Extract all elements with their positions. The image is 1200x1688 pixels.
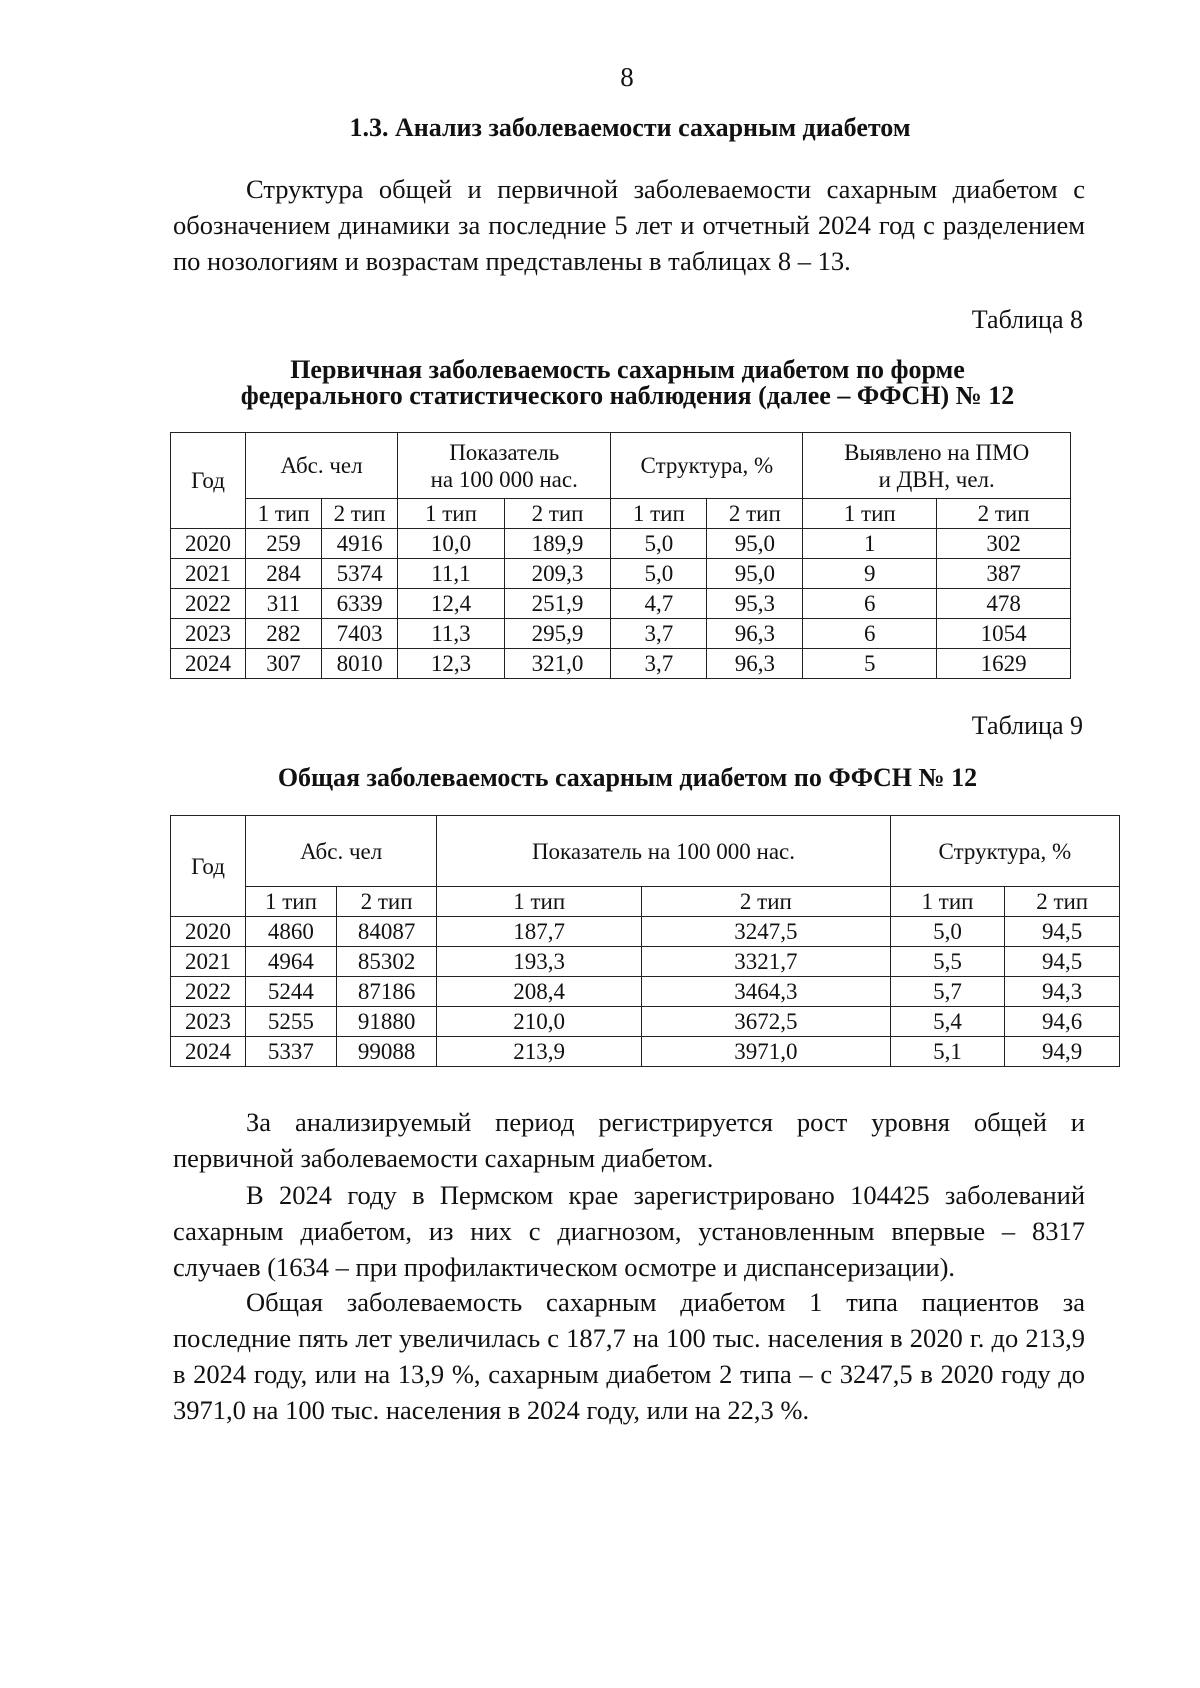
table-row: [171, 1007, 1120, 1037]
table-cell: 94,3: [1005, 977, 1120, 1007]
header-structure: Структура, %: [611, 433, 803, 499]
subheader-t1: 1 тип: [398, 499, 505, 529]
subheader-t1: 1 тип: [437, 887, 642, 917]
body-paragraph-1: [173, 1104, 1085, 1176]
table9-title: Общая заболеваемость сахарным диабетом по ФФСН № 12: [277, 763, 978, 792]
table-cell: 91880: [336, 1007, 436, 1037]
table-cell: 193,3: [437, 947, 642, 977]
table-cell: 1054: [937, 619, 1071, 649]
table-cell: 3,7: [611, 619, 707, 649]
table8-title: [160, 357, 1095, 409]
table-cell: 99088: [336, 1037, 436, 1067]
table-cell: 5: [803, 649, 937, 679]
table-cell: 7403: [322, 619, 398, 649]
subheader-t1: 1 тип: [611, 499, 707, 529]
table-cell: 6: [803, 619, 937, 649]
table-cell: 6339: [322, 589, 398, 619]
table-cell: 5,0: [611, 559, 707, 589]
table-subheader-row: [171, 499, 1071, 529]
header-rate-line2: на 100 000 нас.: [430, 466, 578, 492]
table-cell: 84087: [336, 917, 436, 947]
table-cell: 208,4: [437, 977, 642, 1007]
table-row: [171, 649, 1071, 679]
table-cell: 478: [937, 589, 1071, 619]
header-abs: Абс. чел: [246, 816, 437, 887]
table-header-row: [171, 816, 1120, 887]
table8-title-line1: Первичная заболеваемость сахарным диабетом по форме: [290, 355, 965, 384]
table-row: [171, 589, 1071, 619]
table-cell: 4860: [246, 917, 337, 947]
table9: [170, 815, 1120, 1067]
table-cell: 3971,0: [642, 1037, 891, 1067]
table-cell: 5,0: [611, 529, 707, 559]
table8-label: Таблица 8: [971, 305, 1083, 334]
table-cell: 210,0: [437, 1007, 642, 1037]
subheader-t2: 2 тип: [642, 887, 891, 917]
table8: [170, 432, 1071, 679]
table-subheader-row: [171, 887, 1120, 917]
header-rate: [398, 433, 611, 499]
subheader-t2: 2 тип: [707, 499, 803, 529]
row-year-cell: 2020: [171, 529, 246, 559]
table-cell: 5,1: [890, 1037, 1005, 1067]
table-row: [171, 619, 1071, 649]
subheader-t2: 2 тип: [336, 887, 436, 917]
subheader-t1: 1 тип: [803, 499, 937, 529]
table-cell: 4,7: [611, 589, 707, 619]
table-cell: 187,7: [437, 917, 642, 947]
table-cell: 307: [246, 649, 322, 679]
table-row: [171, 947, 1120, 977]
table-cell: 11,1: [398, 559, 505, 589]
table-cell: 4964: [246, 947, 337, 977]
header-pmo-line2: и ДВН, чел.: [878, 466, 995, 492]
table-cell: 3247,5: [642, 917, 891, 947]
table-cell: 321,0: [504, 649, 611, 679]
table-row: [171, 529, 1071, 559]
subheader-t1: 1 тип: [246, 499, 322, 529]
table-cell: 3,7: [611, 649, 707, 679]
row-year-cell: 2020: [171, 917, 246, 947]
table9-body: [171, 917, 1120, 1067]
header-rate-line1: Показатель: [449, 439, 560, 465]
table-cell: 87186: [336, 977, 436, 1007]
intro-paragraph: [173, 171, 1085, 279]
table-cell: 94,5: [1005, 917, 1120, 947]
body-paragraph-3: [173, 1284, 1085, 1428]
page-number: 8: [620, 62, 634, 92]
table-cell: 6: [803, 589, 937, 619]
table8-body: [171, 529, 1071, 679]
table-cell: 3321,7: [642, 947, 891, 977]
table-cell: 94,9: [1005, 1037, 1120, 1067]
row-year-cell: 2022: [171, 977, 246, 1007]
table-cell: 95,3: [707, 589, 803, 619]
table-cell: 5,7: [890, 977, 1005, 1007]
subheader-t1: 1 тип: [890, 887, 1005, 917]
table-cell: 94,6: [1005, 1007, 1120, 1037]
subheader-t2: 2 тип: [322, 499, 398, 529]
table-cell: 302: [937, 529, 1071, 559]
table-cell: 251,9: [504, 589, 611, 619]
table-cell: 5,4: [890, 1007, 1005, 1037]
section-heading: 1.3. Анализ заболеваемости сахарным диабетом: [349, 113, 911, 142]
table9-label: Таблица 9: [971, 711, 1083, 740]
row-year-cell: 2024: [171, 1037, 246, 1067]
table-cell: 3672,5: [642, 1007, 891, 1037]
table-cell: 189,9: [504, 529, 611, 559]
table-cell: 96,3: [707, 649, 803, 679]
table-cell: 95,0: [707, 529, 803, 559]
table-cell: 3464,3: [642, 977, 891, 1007]
table-cell: 259: [246, 529, 322, 559]
table-header-row: [171, 433, 1071, 499]
row-year-cell: 2023: [171, 619, 246, 649]
body-paragraph-3-text: Общая заболеваемость сахарным диабетом 1 типа пациентов за последние пять лет увеличилась с 187,7 на 100 тыс. населения в 2020 г. до 213,9 в 2024 году, или на 13,9 %, сахарным диабетом 2 типа – с 3247,5 в 2020 году до 3971,0 на 100 тыс. населения в 2024 году, или на 22,3 %.: [173, 1287, 1085, 1425]
table-cell: 12,4: [398, 589, 505, 619]
intro-paragraph-text: Структура общей и первичной заболеваемости сахарным диабетом с обозначением динамики за последние 5 лет и отчетный 2024 год с разделением по нозологиям и возрастам представлены в таблицах 8 – 13.: [173, 174, 1085, 276]
table-row: [171, 1037, 1120, 1067]
table-cell: 85302: [336, 947, 436, 977]
table-cell: 5,5: [890, 947, 1005, 977]
table-row: [171, 559, 1071, 589]
header-structure: Структура, %: [890, 816, 1119, 887]
body-paragraph-2: [173, 1177, 1085, 1285]
table-cell: 4916: [322, 529, 398, 559]
header-pmo: [803, 433, 1071, 499]
table-row: [171, 977, 1120, 1007]
table-cell: 11,3: [398, 619, 505, 649]
table-cell: 5255: [246, 1007, 337, 1037]
body-paragraph-1-text: За анализируемый период регистрируется рост уровня общей и первичной заболеваемости сахарным диабетом.: [173, 1107, 1085, 1173]
table-cell: 387: [937, 559, 1071, 589]
header-abs: Абс. чел: [246, 433, 398, 499]
body-paragraph-2-text: В 2024 году в Пермском крае зарегистрировано 104425 заболеваний сахарным диабетом, из них с диагнозом, установленным впервые – 8317 случаев (1634 – при профилактическом осмотре и диспансеризации).: [173, 1180, 1085, 1282]
header-rate: Показатель на 100 000 нас.: [437, 816, 890, 887]
table-cell: 5337: [246, 1037, 337, 1067]
table-cell: 95,0: [707, 559, 803, 589]
table-cell: 12,3: [398, 649, 505, 679]
table-cell: 9: [803, 559, 937, 589]
table-cell: 94,5: [1005, 947, 1120, 977]
header-year: Год: [171, 816, 246, 917]
row-year-cell: 2021: [171, 947, 246, 977]
table-cell: 5,0: [890, 917, 1005, 947]
row-year-cell: 2023: [171, 1007, 246, 1037]
header-pmo-line1: Выявлено на ПМО: [844, 439, 1030, 465]
table-cell: 96,3: [707, 619, 803, 649]
table-cell: 10,0: [398, 529, 505, 559]
table-cell: 284: [246, 559, 322, 589]
row-year-cell: 2022: [171, 589, 246, 619]
row-year-cell: 2021: [171, 559, 246, 589]
subheader-t2: 2 тип: [504, 499, 611, 529]
table-cell: 8010: [322, 649, 398, 679]
table-cell: 209,3: [504, 559, 611, 589]
header-year: Год: [171, 433, 246, 529]
table-cell: 295,9: [504, 619, 611, 649]
table-cell: 1: [803, 529, 937, 559]
subheader-t2: 2 тип: [937, 499, 1071, 529]
table8-title-line2: федерального статистического наблюдения (далее – ФФСН) № 12: [240, 381, 1015, 410]
subheader-t2: 2 тип: [1005, 887, 1120, 917]
table-cell: 213,9: [437, 1037, 642, 1067]
table-cell: 311: [246, 589, 322, 619]
table-row: [171, 917, 1120, 947]
table-cell: 282: [246, 619, 322, 649]
table-cell: 5244: [246, 977, 337, 1007]
subheader-t1: 1 тип: [246, 887, 337, 917]
table-cell: 5374: [322, 559, 398, 589]
row-year-cell: 2024: [171, 649, 246, 679]
table-cell: 1629: [937, 649, 1071, 679]
